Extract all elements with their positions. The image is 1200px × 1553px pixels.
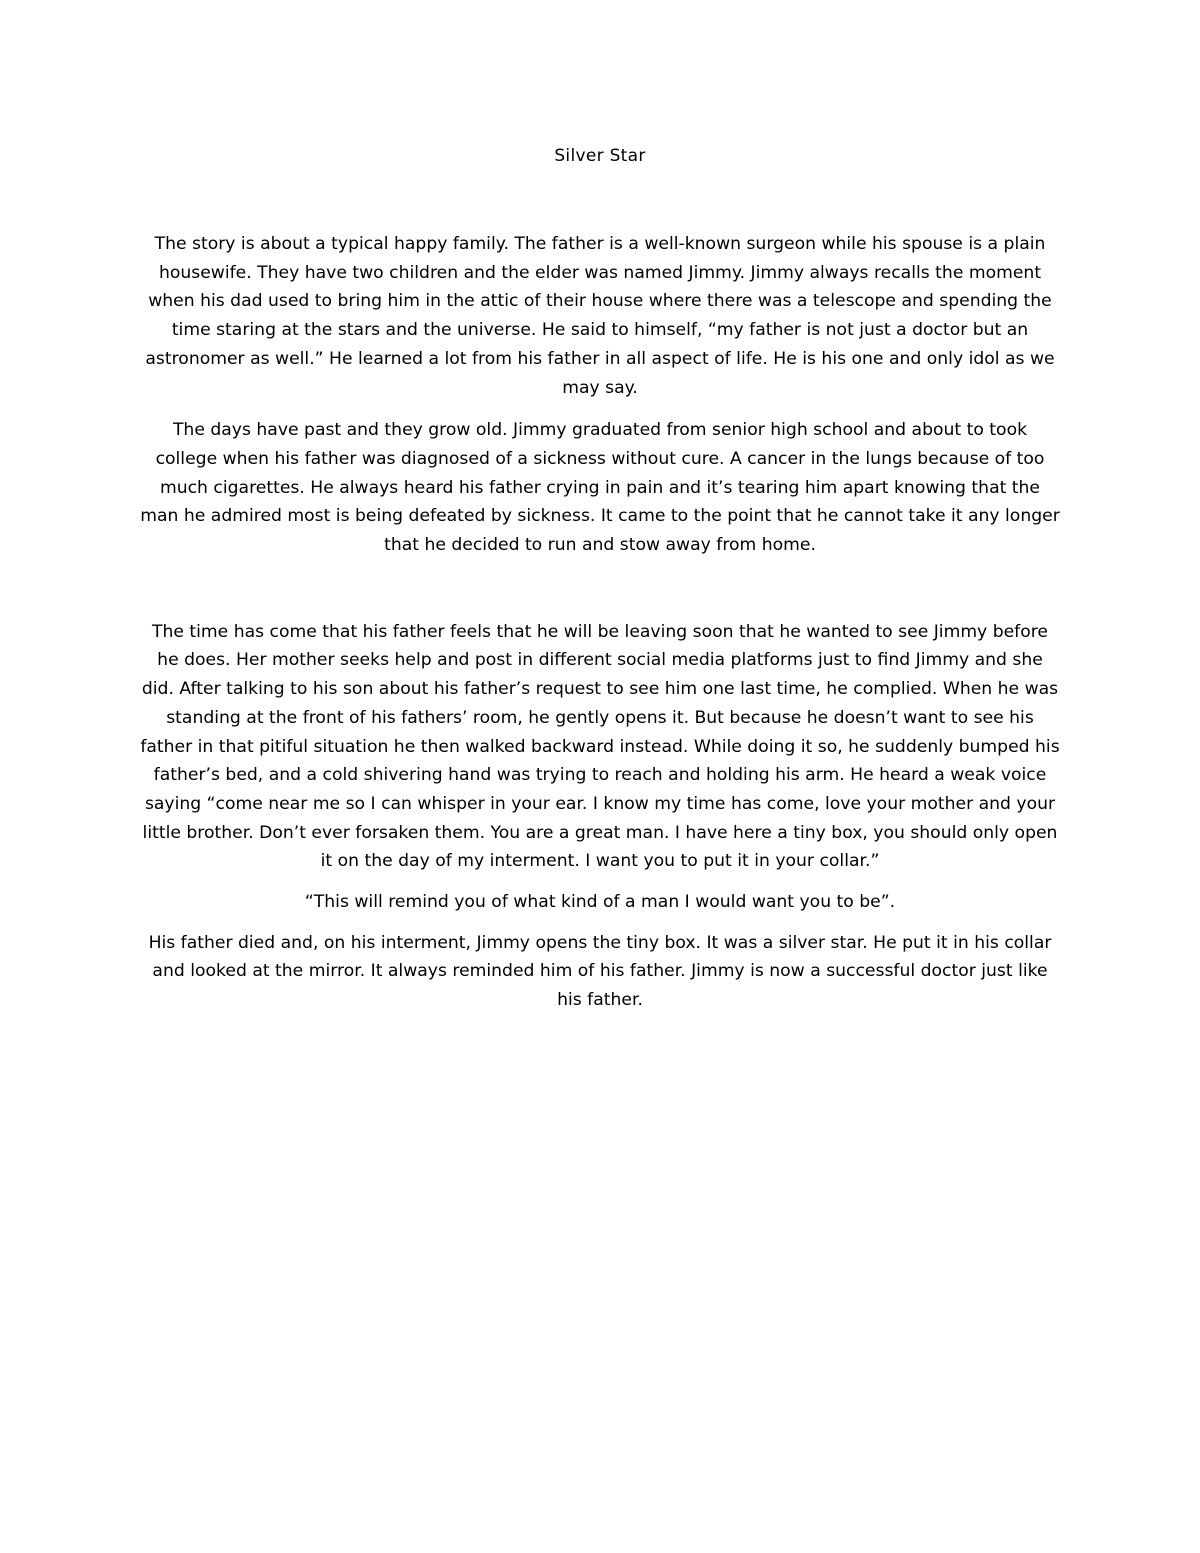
paragraph-4-quote: “This will remind you of what kind of a man I would want you to be”. [304, 892, 896, 913]
paragraph-5: His father died and, on his interment, Jimmy opens the tiny box. It was a silver star. He put it in his collar and looked at the mirror. It always reminded him of his father. Jimmy is now a successful doctor just like his father. [148, 932, 1052, 1011]
document-body [140, 230, 1060, 1015]
document-title: Silver Star [554, 146, 646, 166]
paragraph-3: The time has come that his father feels that he will be leaving soon that he wanted to see Jimmy before he does. Her mother seeks help and post in different social media platforms just to find Jimmy and she did. After talking to his son about his father’s request to see him one last time, he complied. When he was standing at the front of his fathers’ room, he gently opens it. But because he doesn’t want to see his father in that pitiful situation he then walked backward instead. While doing it so, he suddenly bumped his father’s bed, and a cold shivering hand was trying to reach and holding his arm. He heard a weak voice saying “come near me so I can whisper in your ear. I know my time has come, love your mother and your little brother. Don’t ever forsaken them. You are a great man. I have here a tiny box, you should only open it on the day of my interment. I want you to put it in your collar.” [140, 621, 1060, 872]
paragraph-1: The story is about a typical happy family. The father is a well-known surgeon while his spouse is a plain housewife. They have two children and the elder was named Jimmy. Jimmy always recalls the moment when his dad used to bring him in the attic of their house where there was a telescope and spending the time staring at the stars and the universe. He said to himself, “my father is not just a doctor but an astronomer as well.” He learned a lot from his father in all aspect of life. He is his one and only idol as we may say. [145, 234, 1055, 398]
paragraph-2: The days have past and they grow old. Jimmy graduated from senior high school and about to took college when his father was diagnosed of a sickness without cure. A cancer in the lungs because of too much cigarettes. He always heard his father crying in pain and it’s tearing him apart knowing that the man he admired most is being defeated by sickness. It came to the point that he cannot take it any longer that he decided to run and stow away from home. [140, 420, 1060, 556]
